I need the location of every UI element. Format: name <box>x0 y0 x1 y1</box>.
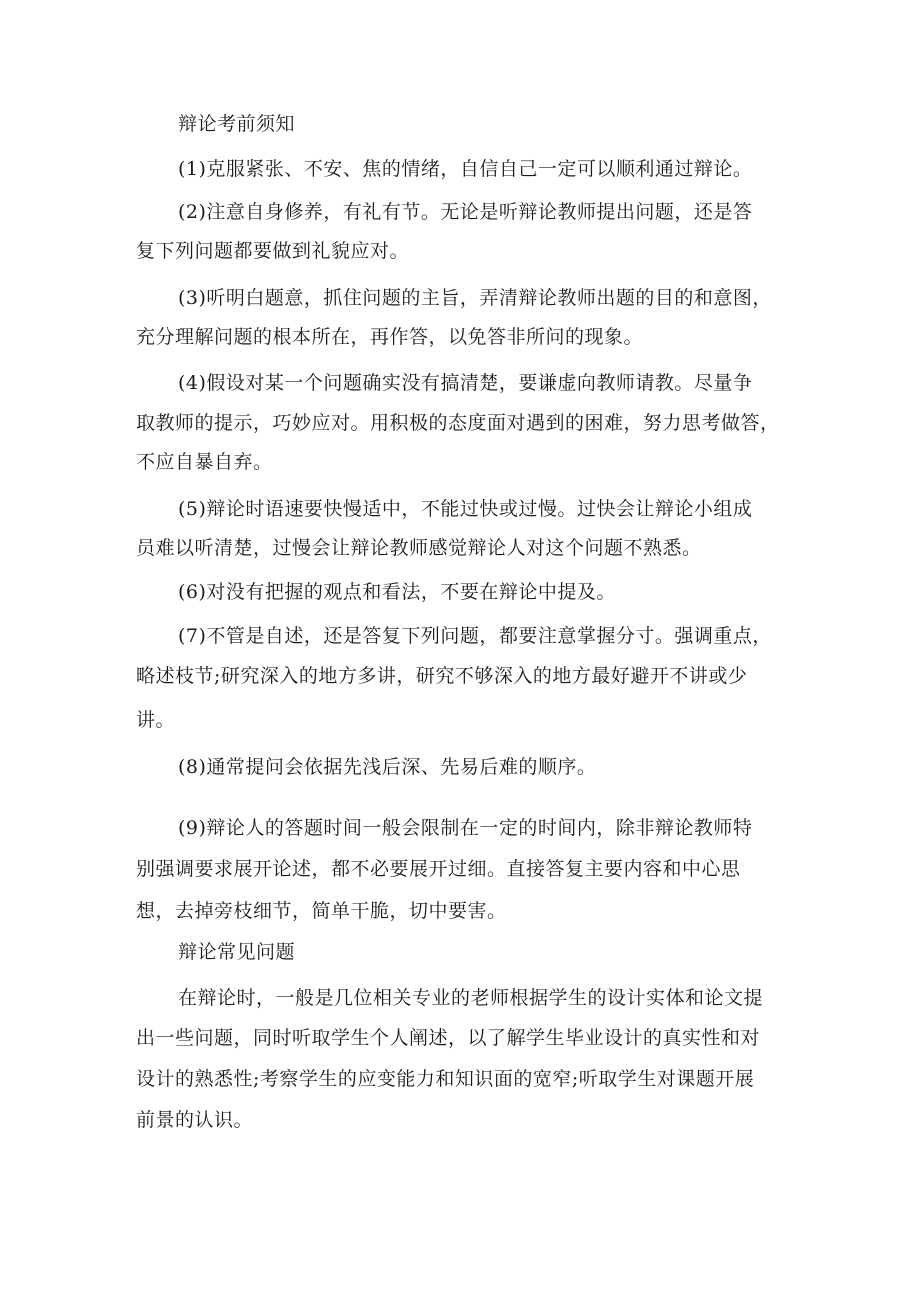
paragraph-line: 别强调要求展开论述，都不必要展开过细。直接答复主要内容和中心思 <box>136 858 741 880</box>
paragraph-line: (5)辩论时语速要快慢适中，不能过快或过慢。过快会让辩论小组成 <box>178 498 753 520</box>
paragraph-line: (7)不管是自述，还是答复下列问题，都要注意掌握分寸。强调重点， <box>178 625 772 647</box>
paragraph-line: 出一些问题，同时听取学生个人阐述，以了解学生毕业设计的真实性和对 <box>136 1027 761 1049</box>
paragraph-line: 复下列问题都要做到礼貌应对。 <box>136 240 410 262</box>
paragraph-line: (2)注意自身修养，有礼有节。无论是听辩论教师提出问题，还是答 <box>178 201 753 223</box>
paragraph-line: 取教师的提示，巧妙应对。用积极的态度面对遇到的困难，努力思考做答， <box>136 412 780 434</box>
paragraph-line: 讲。 <box>136 709 176 731</box>
paragraph-line: (4)假设对某一个问题确实没有搞清楚，要谦虚向教师请教。尽量争 <box>178 372 753 394</box>
paragraph-line: (8)通常提问会依据先浅后深、先易后难的顺序。 <box>178 756 597 778</box>
paragraph-line: (6)对没有把握的观点和看法，不要在辩论中提及。 <box>178 581 616 603</box>
paragraph-line: 前景的认识。 <box>136 1109 254 1131</box>
paragraph-line: 员难以听清楚，过慢会让辩论教师感觉辩论人对这个问题不熟悉。 <box>136 537 702 559</box>
paragraph-line: (1)克服紧张、不安、焦的情绪，自信自己一定可以顺利通过辩论。 <box>178 158 753 180</box>
paragraph-line: 不应自暴自弃。 <box>136 451 273 473</box>
heading-common-questions: 辩论常见问题 <box>178 941 296 963</box>
paragraph-line: 充分理解问题的根本所在，再作答，以免答非所问的现象。 <box>136 326 644 348</box>
paragraph-line: 略述枝节;研究深入的地方多讲，研究不够深入的地方最好避开不讲或少 <box>136 665 748 687</box>
paragraph-line: 在辩论时，一般是几位相关专业的老师根据学生的设计实体和论文提 <box>178 987 764 1009</box>
paragraph-line: (3)听明白题意，抓住问题的主旨，弄清辩论教师出题的目的和意图， <box>178 287 772 309</box>
heading-exam-notes: 辩论考前须知 <box>178 113 296 135</box>
paragraph-line: (9)辩论人的答题时间一般会限制在一定的时间内，除非辩论教师特 <box>178 817 753 839</box>
paragraph-line: 设计的熟悉性;考察学生的应变能力和知识面的宽窄;听取学生对课题开展 <box>136 1068 755 1090</box>
paragraph-line: 想，去掉旁枝细节，简单干脆，切中要害。 <box>136 900 507 922</box>
